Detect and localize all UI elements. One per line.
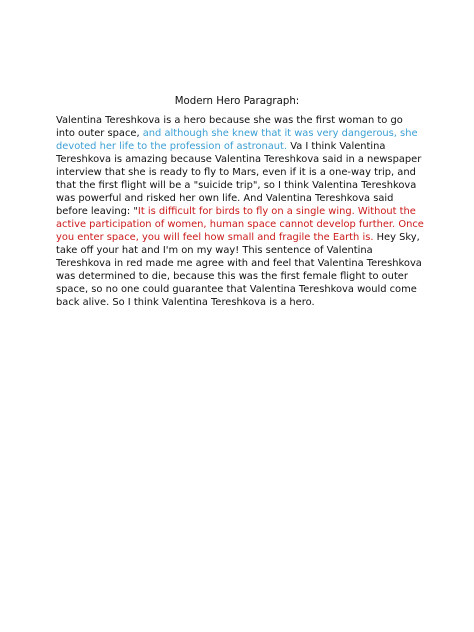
text-segment-red-quote: It is difficult for birds to fly on a single wing. Without the active participation of women, human space cannot develop further. Once you enter space, you will feel how small and fragile the Earth is. [56,206,424,243]
text-segment-blue: and although she knew that it was very dangerous, she devoted her life to the profession of astronaut. [56,128,418,152]
text-segment-intro: Valentina Tereshkova is a hero because she was the first woman to go into outer space, [56,115,403,139]
text-segment-conclusion: Hey Sky, take off your hat and I'm on my way! This sentence of Valentina Tereshkova in red made me agree with and feel that Valentina Tereshkova was determined to die, because this was the first female flight to outer space, so no one could guarantee that Valentina Tereshkova would come back alive. So I think Valentina Tereshkova is a hero. [56,232,422,308]
body-paragraph [56,114,424,309]
page-title: Modern Hero Paragraph: [174,96,300,107]
text-segment-middle: Va I think Valentina Tereshkova is amazing because Valentina Tereshkova said in a newspaper interview that she is ready to fly to Mars, even if it is a one-way trip, and that the first flight will be a "suicide trip", so I think Valentina Tereshkova was powerful and risked her own life. And Valentina Tereshkova said before leaving: " [56,141,422,217]
